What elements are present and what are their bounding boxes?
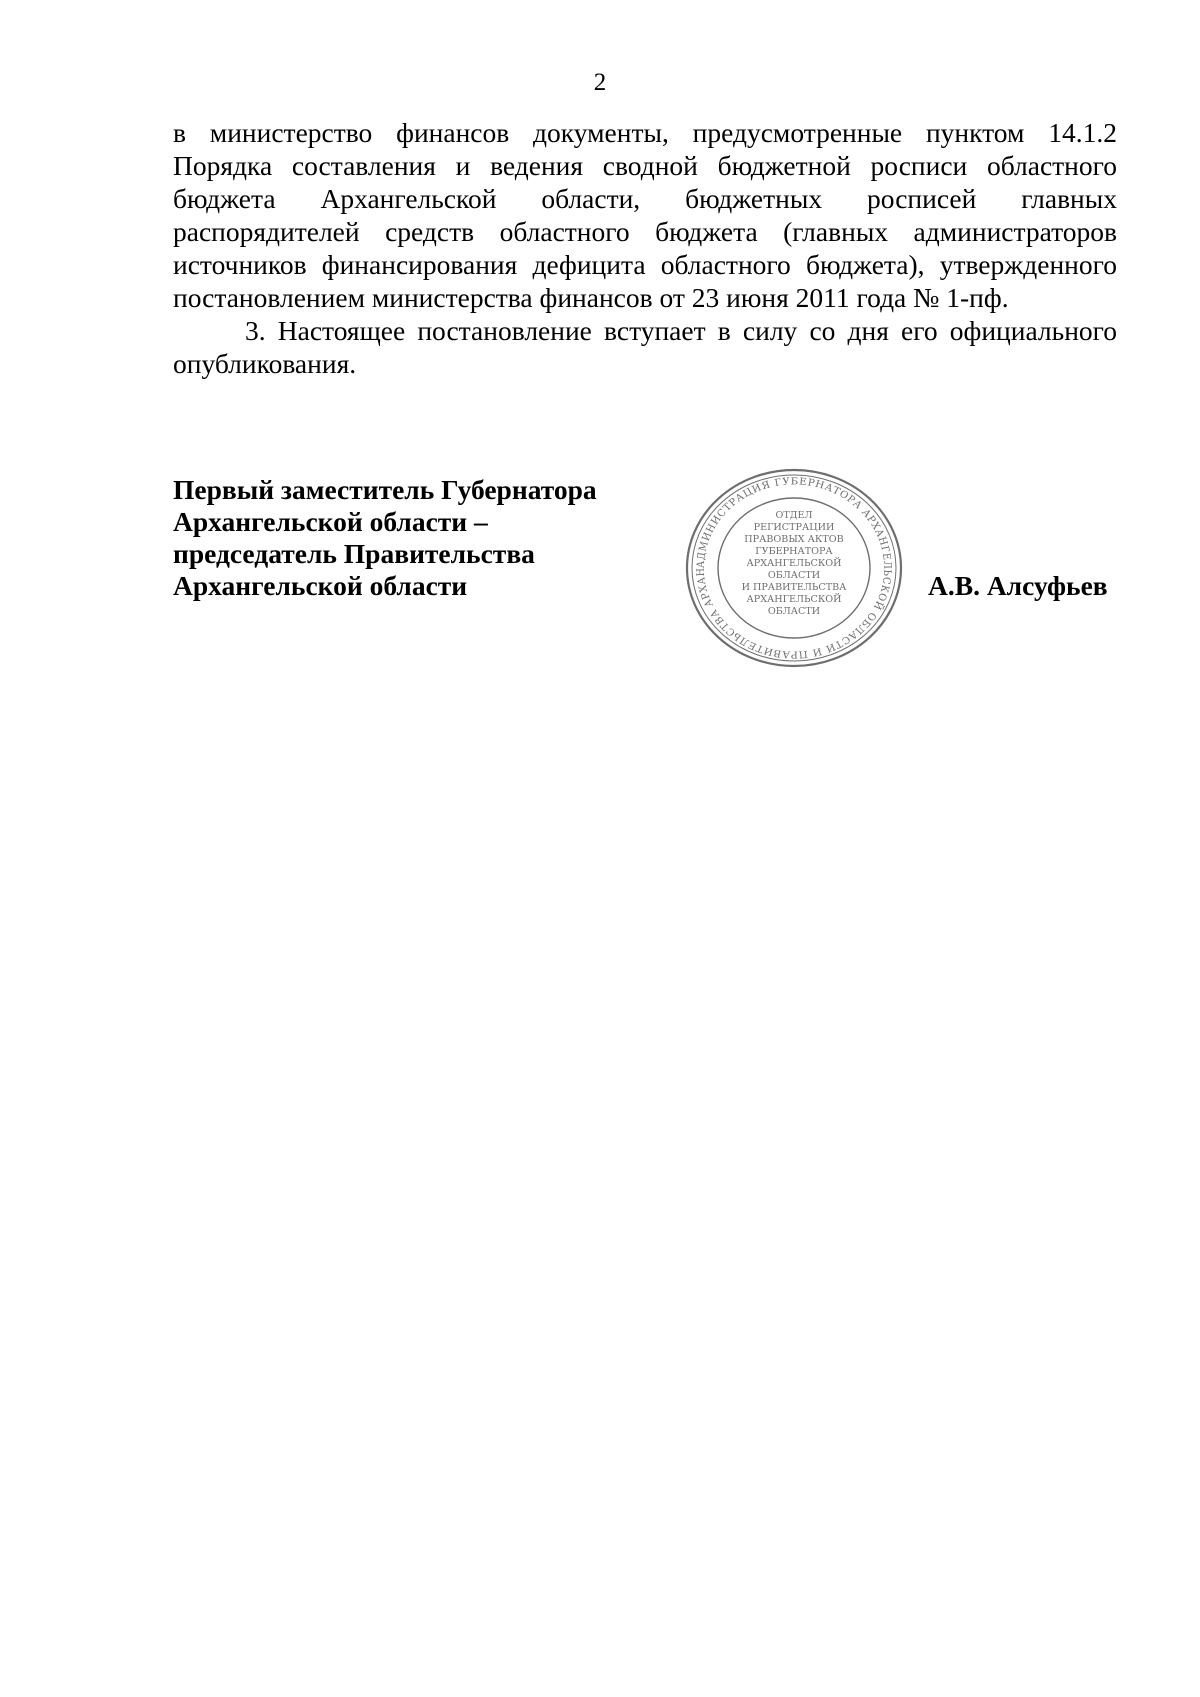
seal-center-line: И ПРАВИТЕЛЬСТВА	[741, 582, 847, 593]
seal-center-line: ОТДЕЛ	[775, 510, 813, 521]
seal-center-line: РЕГИСТРАЦИИ	[753, 522, 835, 533]
seal-center-line: АРХАНГЕЛЬСКОЙ	[746, 558, 842, 569]
seal-center-line: ОБЛАСТИ	[767, 570, 821, 581]
page-number: 2	[593, 69, 607, 96]
seal-ring-text: АДМИНИСТРАЦИЯ ГУБЕРНАТОРА АРХАНГЕЛЬСКОЙ ОБЛАСТИ И ПРАВИТЕЛЬСТВА АРХАН	[695, 476, 893, 660]
paragraph-continuation: в министерство финансов документы, предусмотренные пунктом 14.1.2 Порядка составления и ведения сводной бюджетной росписи областного бюджета Архангельской области, бюджетных росписей главных распорядителей средств областного бюджета (главных администраторов источников финансирования дефицита областного бюджета), утвержденного постановлением министерства финансов от 23 июня 2011 года № 1-пф.	[173, 117, 1117, 313]
paragraph-item-3: 3. Настоящее постановление вступает в силу со дня его официального опубликования.	[173, 315, 1117, 379]
signer-position-line: председатель Правительства	[173, 538, 535, 569]
official-seal	[672, 464, 916, 672]
signer-position-line: Архангельской области –	[173, 506, 488, 537]
signer-position-line: Архангельской области	[173, 570, 468, 601]
seal-center-line: ОБЛАСТИ	[767, 606, 821, 617]
signer-position	[173, 474, 693, 602]
signatory-name: А.В. Алсуфьев	[928, 570, 1108, 601]
seal-center-line: ПРАВОВЫХ АКТОВ	[744, 534, 844, 545]
signer-position-line: Первый заместитель Губернатора	[173, 474, 597, 505]
body-text	[173, 116, 1117, 380]
seal-center-line: АРХАНГЕЛЬСКОЙ	[746, 594, 842, 605]
seal-center-line: ГУБЕРНАТОРА	[755, 546, 833, 557]
seal-graphic	[672, 464, 916, 672]
